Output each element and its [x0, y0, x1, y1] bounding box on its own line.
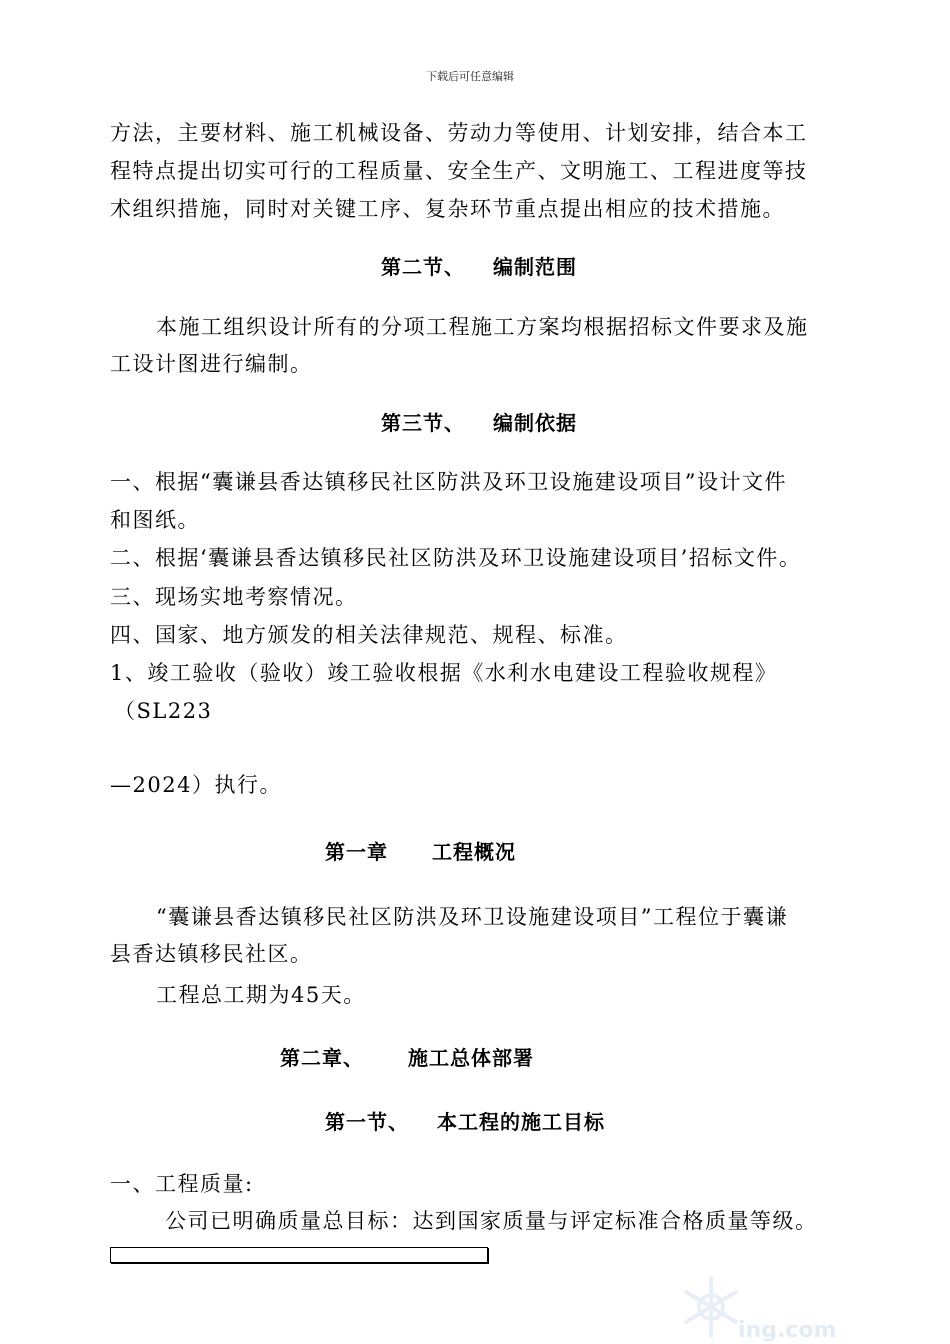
section-heading-scope — [381, 253, 577, 281]
watermark-text: ing.com — [738, 1318, 837, 1343]
paragraph-line: 方法，主要材料、施工机械设备、劳动力等使用、计划安排，结合本工 — [110, 121, 808, 145]
list-item: 一、工程质量: — [110, 1172, 254, 1196]
paragraph-line: 程特点提出切实可行的工程质量、安全生产、文明施工、工程进度等技 — [110, 159, 808, 183]
paragraph-line: “囊谦县香达镇移民社区防洪及环卫设施建设项目”工程位于囊谦 — [156, 905, 788, 929]
list-item: 三、现场实地考察情况。 — [110, 585, 358, 609]
paragraph-line: 工程总工期为45天。 — [156, 983, 366, 1007]
chapter-title: 工程概况 — [432, 840, 516, 864]
section-number: 第三节、 — [381, 411, 465, 435]
paragraph-line: 公司已明确质量总目标：达到国家质量与评定标准合格质量等级。 — [165, 1209, 818, 1233]
section-heading-goals — [325, 1108, 605, 1136]
list-item: 一、根据“囊谦县香达镇移民社区防洪及环卫设施建设项目”设计文件 — [110, 470, 787, 494]
section-number: 第二节、 — [381, 255, 465, 279]
list-item: 1、竣工验收（验收）竣工验收根据《水利水电建设工程验收规程》 — [110, 661, 778, 685]
chapter-number: 第二章、 — [280, 1046, 364, 1070]
chapter-heading-overview — [325, 838, 516, 866]
chapter-title: 施工总体部署 — [408, 1046, 534, 1070]
section-title: 编制依据 — [493, 411, 577, 435]
paragraph-line: 本施工组织设计所有的分项工程施工方案均根据招标文件要求及施 — [156, 315, 809, 339]
list-item: （SL223 — [114, 699, 213, 723]
section-heading-basis — [381, 409, 577, 437]
section-number: 第一节、 — [325, 1110, 409, 1134]
section-title: 编制范围 — [493, 255, 577, 279]
chapter-number: 第一章 — [325, 840, 388, 864]
paragraph-line: 县香达镇移民社区。 — [110, 942, 313, 966]
list-item: 和图纸。 — [110, 508, 200, 532]
section-title: 本工程的施工目标 — [437, 1110, 605, 1134]
list-item: 四、国家、地方颁发的相关法律规范、规程、标准。 — [110, 623, 628, 647]
empty-text-box — [110, 1247, 488, 1263]
page-header: 下载后可任意编辑 — [426, 70, 514, 83]
chapter-heading-deployment — [280, 1044, 534, 1072]
paragraph-line: 工设计图进行编制。 — [110, 352, 313, 376]
list-item: 二、根据‘囊谦县香达镇移民社区防洪及环卫设施建设项目’招标文件。 — [110, 546, 802, 570]
list-item: —2024）执行。 — [110, 773, 282, 797]
paragraph-line: 术组织措施，同时对关键工序、复杂环节重点提出相应的技术措施。 — [110, 197, 785, 221]
